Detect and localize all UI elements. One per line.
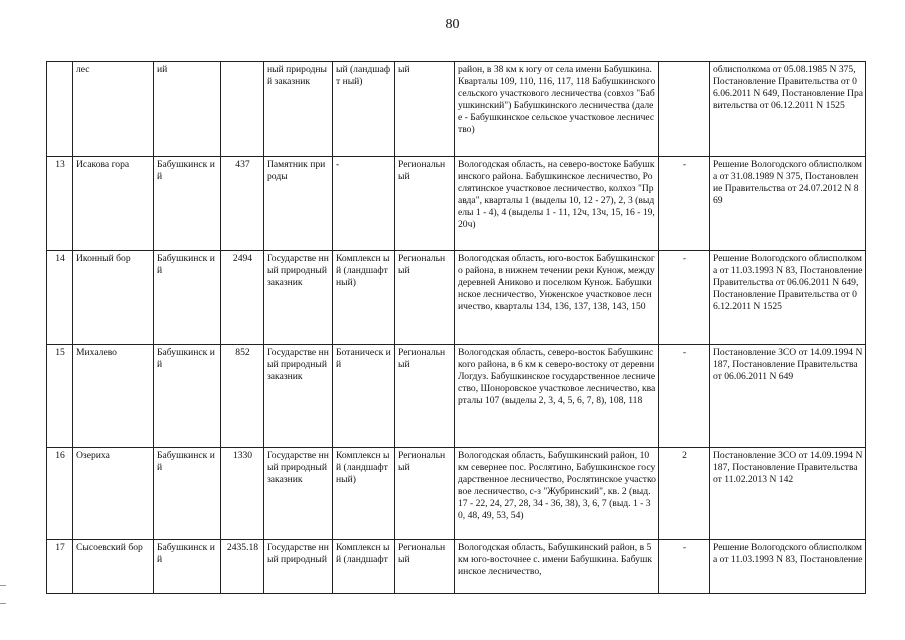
cell-cluster: 2 — [659, 448, 710, 540]
cell-area-ha: 2494 — [221, 251, 264, 345]
table-row — [47, 62, 866, 157]
cell-row-number: 13 — [47, 157, 73, 251]
cell-row-number: 17 — [47, 540, 73, 594]
cell-category: Памятник природы — [264, 157, 333, 251]
table-row — [47, 251, 866, 345]
cell-district: Бабушкинск ий — [154, 448, 221, 540]
cell-district: Бабушкинск ий — [154, 251, 221, 345]
cell-profile: Комплексн ый (ландшафт ный) — [333, 448, 395, 540]
protected-areas-table — [46, 61, 866, 594]
cell-object-name: Сысоевский бор — [73, 540, 154, 594]
cell-documents: Решение Вологодского облисполкома от 31.08.1989 N 375, Постановление Правительства от 24.07.2012 N 869 — [710, 157, 866, 251]
cell-area-ha: 2435.18 — [221, 540, 264, 594]
cell-row-number: 16 — [47, 448, 73, 540]
cell-object-name: Михалево — [73, 345, 154, 448]
cell-significance: Региональн ый — [395, 540, 455, 594]
cell-area-ha — [221, 62, 264, 157]
cell-cluster: - — [659, 157, 710, 251]
cell-cluster: - — [659, 345, 710, 448]
cell-district: Бабушкинск ий — [154, 345, 221, 448]
cell-category: Государстве нный природный заказник — [264, 448, 333, 540]
cell-location: Вологодская область, на северо-востоке Бабушкинского района. Бабушкинское лесничество, Рослятинское участковое лесничество, колхоз "Правда", кварталы 1 (выделы 10, 12 - 27), 2, 3 (выделы 1 - 4), 4 (выделы 1 - 11, 12ч, 13ч, 15, 16 - 19, 20ч) — [455, 157, 659, 251]
cell-significance: Региональн ый — [395, 157, 455, 251]
cell-location: Вологодская область, Бабушкинский район, в 5 км юго-восточнее с. имени Бабушкина. Бабушкинское лесничество, — [455, 540, 659, 594]
cell-category: Государстве нный природный заказник — [264, 345, 333, 448]
cell-location: Вологодская область, Бабушкинский район, 10 км севернее пос. Рослятино, Бабушкинское государственное лесничество, Рослятинское участковое лесничество, с-з "Жубринский", кв. 2 (выд. 17 - 22, 24, 27, 28, 34 - 36, 38), 3, 6, 7 (выд. 1 - 30, 48, 49, 53, 54) — [455, 448, 659, 540]
cell-profile: Ботаническ ий — [333, 345, 395, 448]
cell-object-name: Исакова гора — [73, 157, 154, 251]
cell-category: Государстве нный природный заказник — [264, 251, 333, 345]
margin-mark — [0, 603, 6, 604]
cell-area-ha: 852 — [221, 345, 264, 448]
cell-profile: Комплексн ый (ландшафт — [333, 540, 395, 594]
cell-documents: облисполкома от 05.08.1985 N 375, Постановление Правительства от 06.06.2011 N 649, Постановление Правительства от 06.12.2011 N 1525 — [710, 62, 866, 157]
cell-significance: Региональн ый — [395, 251, 455, 345]
cell-object-name: лес — [73, 62, 154, 157]
cell-significance: Региональн ый — [395, 448, 455, 540]
cell-area-ha: 1330 — [221, 448, 264, 540]
cell-category: Государстве нный природный — [264, 540, 333, 594]
cell-significance: Региональн ый — [395, 345, 455, 448]
cell-cluster: - — [659, 540, 710, 594]
cell-row-number: 15 — [47, 345, 73, 448]
table-row — [47, 448, 866, 540]
cell-profile: ый (ландшафт ный) — [333, 62, 395, 157]
cell-location: Вологодская область, северо-восток Бабушкинского района, в 6 км к северо-востоку от деревни Логдуз. Бабушкинское государственное лесничество, Шоноровское участковое лесничество, кварталы 107 (выделы 2, 3, 4, 5, 6, 7, 8), 108, 118 — [455, 345, 659, 448]
cell-documents: Постановление ЗСО от 14.09.1994 N 187, Постановление Правительства от 06.06.2011 N 649 — [710, 345, 866, 448]
table-row — [47, 345, 866, 448]
table-body — [47, 62, 866, 594]
cell-district: ий — [154, 62, 221, 157]
cell-profile: Комплексн ый (ландшафт ный) — [333, 251, 395, 345]
cell-documents: Решение Вологодского облисполкома от 11.03.1993 N 83, Постановление Правительства от 06.06.2011 N 649, Постановление Правительства от 06.12.2011 N 1525 — [710, 251, 866, 345]
cell-district: Бабушкинск ий — [154, 157, 221, 251]
cell-cluster — [659, 62, 710, 157]
cell-category: ный природный заказник — [264, 62, 333, 157]
cell-documents: Решение Вологодского облисполкома от 11.03.1993 N 83, Постановление — [710, 540, 866, 594]
cell-district: Бабушкинск ий — [154, 540, 221, 594]
margin-mark — [0, 585, 6, 586]
cell-area-ha: 437 — [221, 157, 264, 251]
cell-object-name: Иконный бор — [73, 251, 154, 345]
table-row — [47, 157, 866, 251]
cell-object-name: Озериха — [73, 448, 154, 540]
cell-row-number — [47, 62, 73, 157]
cell-location: район, в 38 км к югу от села имени Бабушкина. Кварталы 109, 110, 116, 117, 118 Бабушкинского сельского участкового лесничества (совхоз "Бабушкинский") Бабушкинского лесничества (далее - Бабушкинское сельское участковое лесничество) — [455, 62, 659, 157]
table-row — [47, 540, 866, 594]
cell-cluster: - — [659, 251, 710, 345]
cell-profile: - — [333, 157, 395, 251]
cell-significance: ый — [395, 62, 455, 157]
cell-location: Вологодская область, юго-восток Бабушкинского района, в нижнем течении реки Кунож, между деревней Аниково и поселком Кунож. Бабушкинское лесничество, Унженское участковое лесничество, кварталы 134, 136, 137, 138, 143, 150 — [455, 251, 659, 345]
cell-row-number: 14 — [47, 251, 73, 345]
page-number: 80 — [445, 17, 460, 32]
cell-documents: Постановление ЗСО от 14.09.1994 N 187, Постановление Правительства от 11.02.2013 N 142 — [710, 448, 866, 540]
